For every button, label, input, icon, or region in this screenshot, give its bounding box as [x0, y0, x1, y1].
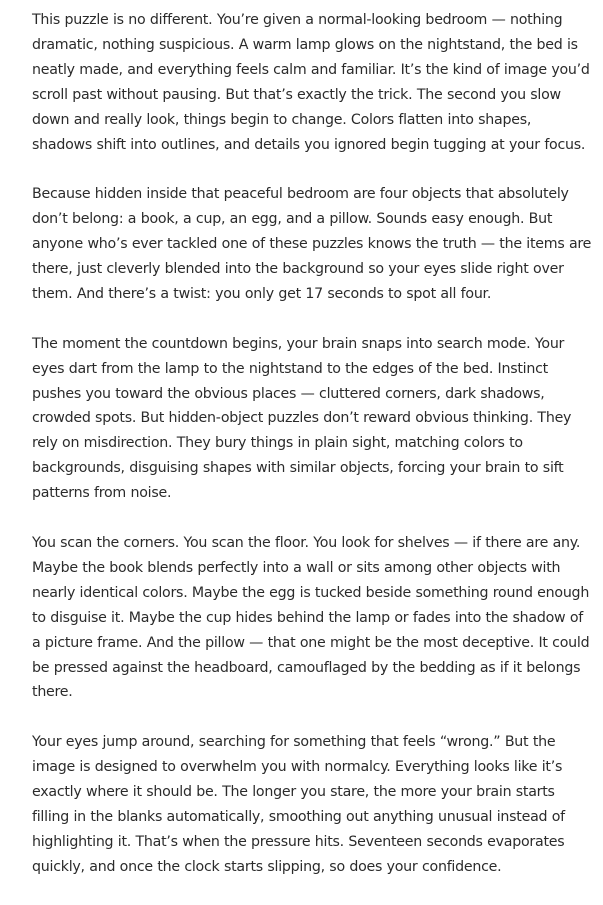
paragraph-line: You scan the corners. You scan the floor. You look for shelves — if there are any.: [32, 534, 581, 551]
paragraph-line: scroll past without pausing. But that’s exactly the trick. The second you slow: [32, 86, 561, 103]
paragraph-line: image is designed to overwhelm you with normalcy. Everything looks like it’s: [32, 759, 563, 776]
paragraph-line: a picture frame. And the pillow — that one might be the most deceptive. It could: [32, 634, 590, 651]
paragraph: [32, 8, 588, 157]
paragraph-line: This puzzle is no different. You’re given a normal-looking bedroom — nothing: [32, 12, 563, 28]
paragraph-line: Your eyes jump around, searching for something that feels “wrong.” But the: [32, 734, 556, 751]
paragraph: [32, 332, 588, 506]
paragraph-line: neatly made, and everything feels calm and familiar. It’s the kind of image you’d: [32, 61, 590, 78]
paragraph-line: dramatic, nothing suspicious. A warm lamp glows on the nightstand, the bed is: [32, 36, 578, 53]
paragraph-line: to disguise it. Maybe the cup hides behind the lamp or fades into the shadow of: [32, 609, 583, 626]
paragraph-line: anyone who’s ever tackled one of these puzzles knows the truth — the items are: [32, 236, 592, 253]
paragraph: [32, 182, 592, 307]
paragraph-line: backgrounds, disguising shapes with similar objects, forcing your brain to sift: [32, 460, 564, 477]
article-body: [32, 8, 592, 905]
paragraph-line: Because hidden inside that peaceful bedroom are four objects that absolutely: [32, 186, 569, 203]
paragraph-line: there, just cleverly blended into the background so your eyes slide right over: [32, 261, 564, 278]
paragraph-line: rely on misdirection. They bury things in plain sight, matching colors to: [32, 435, 523, 452]
paragraph-line: pushes you toward the obvious places — cluttered corners, dark shadows,: [32, 385, 545, 402]
paragraph-line: shadows shift into outlines, and details you ignored begin tugging at your focus.: [32, 136, 586, 153]
paragraph-line: patterns from noise.: [32, 485, 172, 502]
paragraph-line: nearly identical colors. Maybe the egg is tucked beside something round enough: [32, 584, 590, 601]
paragraph-line: don’t belong: a book, a cup, an egg, and a pillow. Sounds easy enough. But: [32, 211, 553, 228]
paragraph-line: quickly, and once the clock starts slipping, so does your confidence.: [32, 858, 502, 875]
paragraph-line: eyes dart from the lamp to the nightstand to the edges of the bed. Instinct: [32, 360, 548, 377]
paragraph-line: crowded spots. But hidden-object puzzles don’t reward obvious thinking. They: [32, 410, 572, 427]
paragraph-line: be pressed against the headboard, camouflaged by the bedding as if it belongs: [32, 659, 581, 676]
paragraph-line: down and really look, things begin to change. Colors flatten into shapes,: [32, 111, 532, 128]
paragraph-line: exactly where it should be. The longer you stare, the more your brain starts: [32, 784, 555, 801]
paragraph-line: highlighting it. That’s when the pressure hits. Seventeen seconds evaporates: [32, 833, 565, 850]
paragraph-line: filling in the blanks automatically, smoothing out anything unusual instead of: [32, 808, 565, 825]
paragraph-line: Maybe the book blends perfectly into a wall or sits among other objects with: [32, 559, 561, 576]
paragraph: [32, 531, 588, 705]
paragraph-line: them. And there’s a twist: you only get 17 seconds to spot all four.: [32, 285, 492, 302]
paragraph: [32, 730, 588, 879]
paragraph-line: there.: [32, 684, 73, 701]
paragraph-line: The moment the countdown begins, your brain snaps into search mode. Your: [32, 335, 565, 352]
